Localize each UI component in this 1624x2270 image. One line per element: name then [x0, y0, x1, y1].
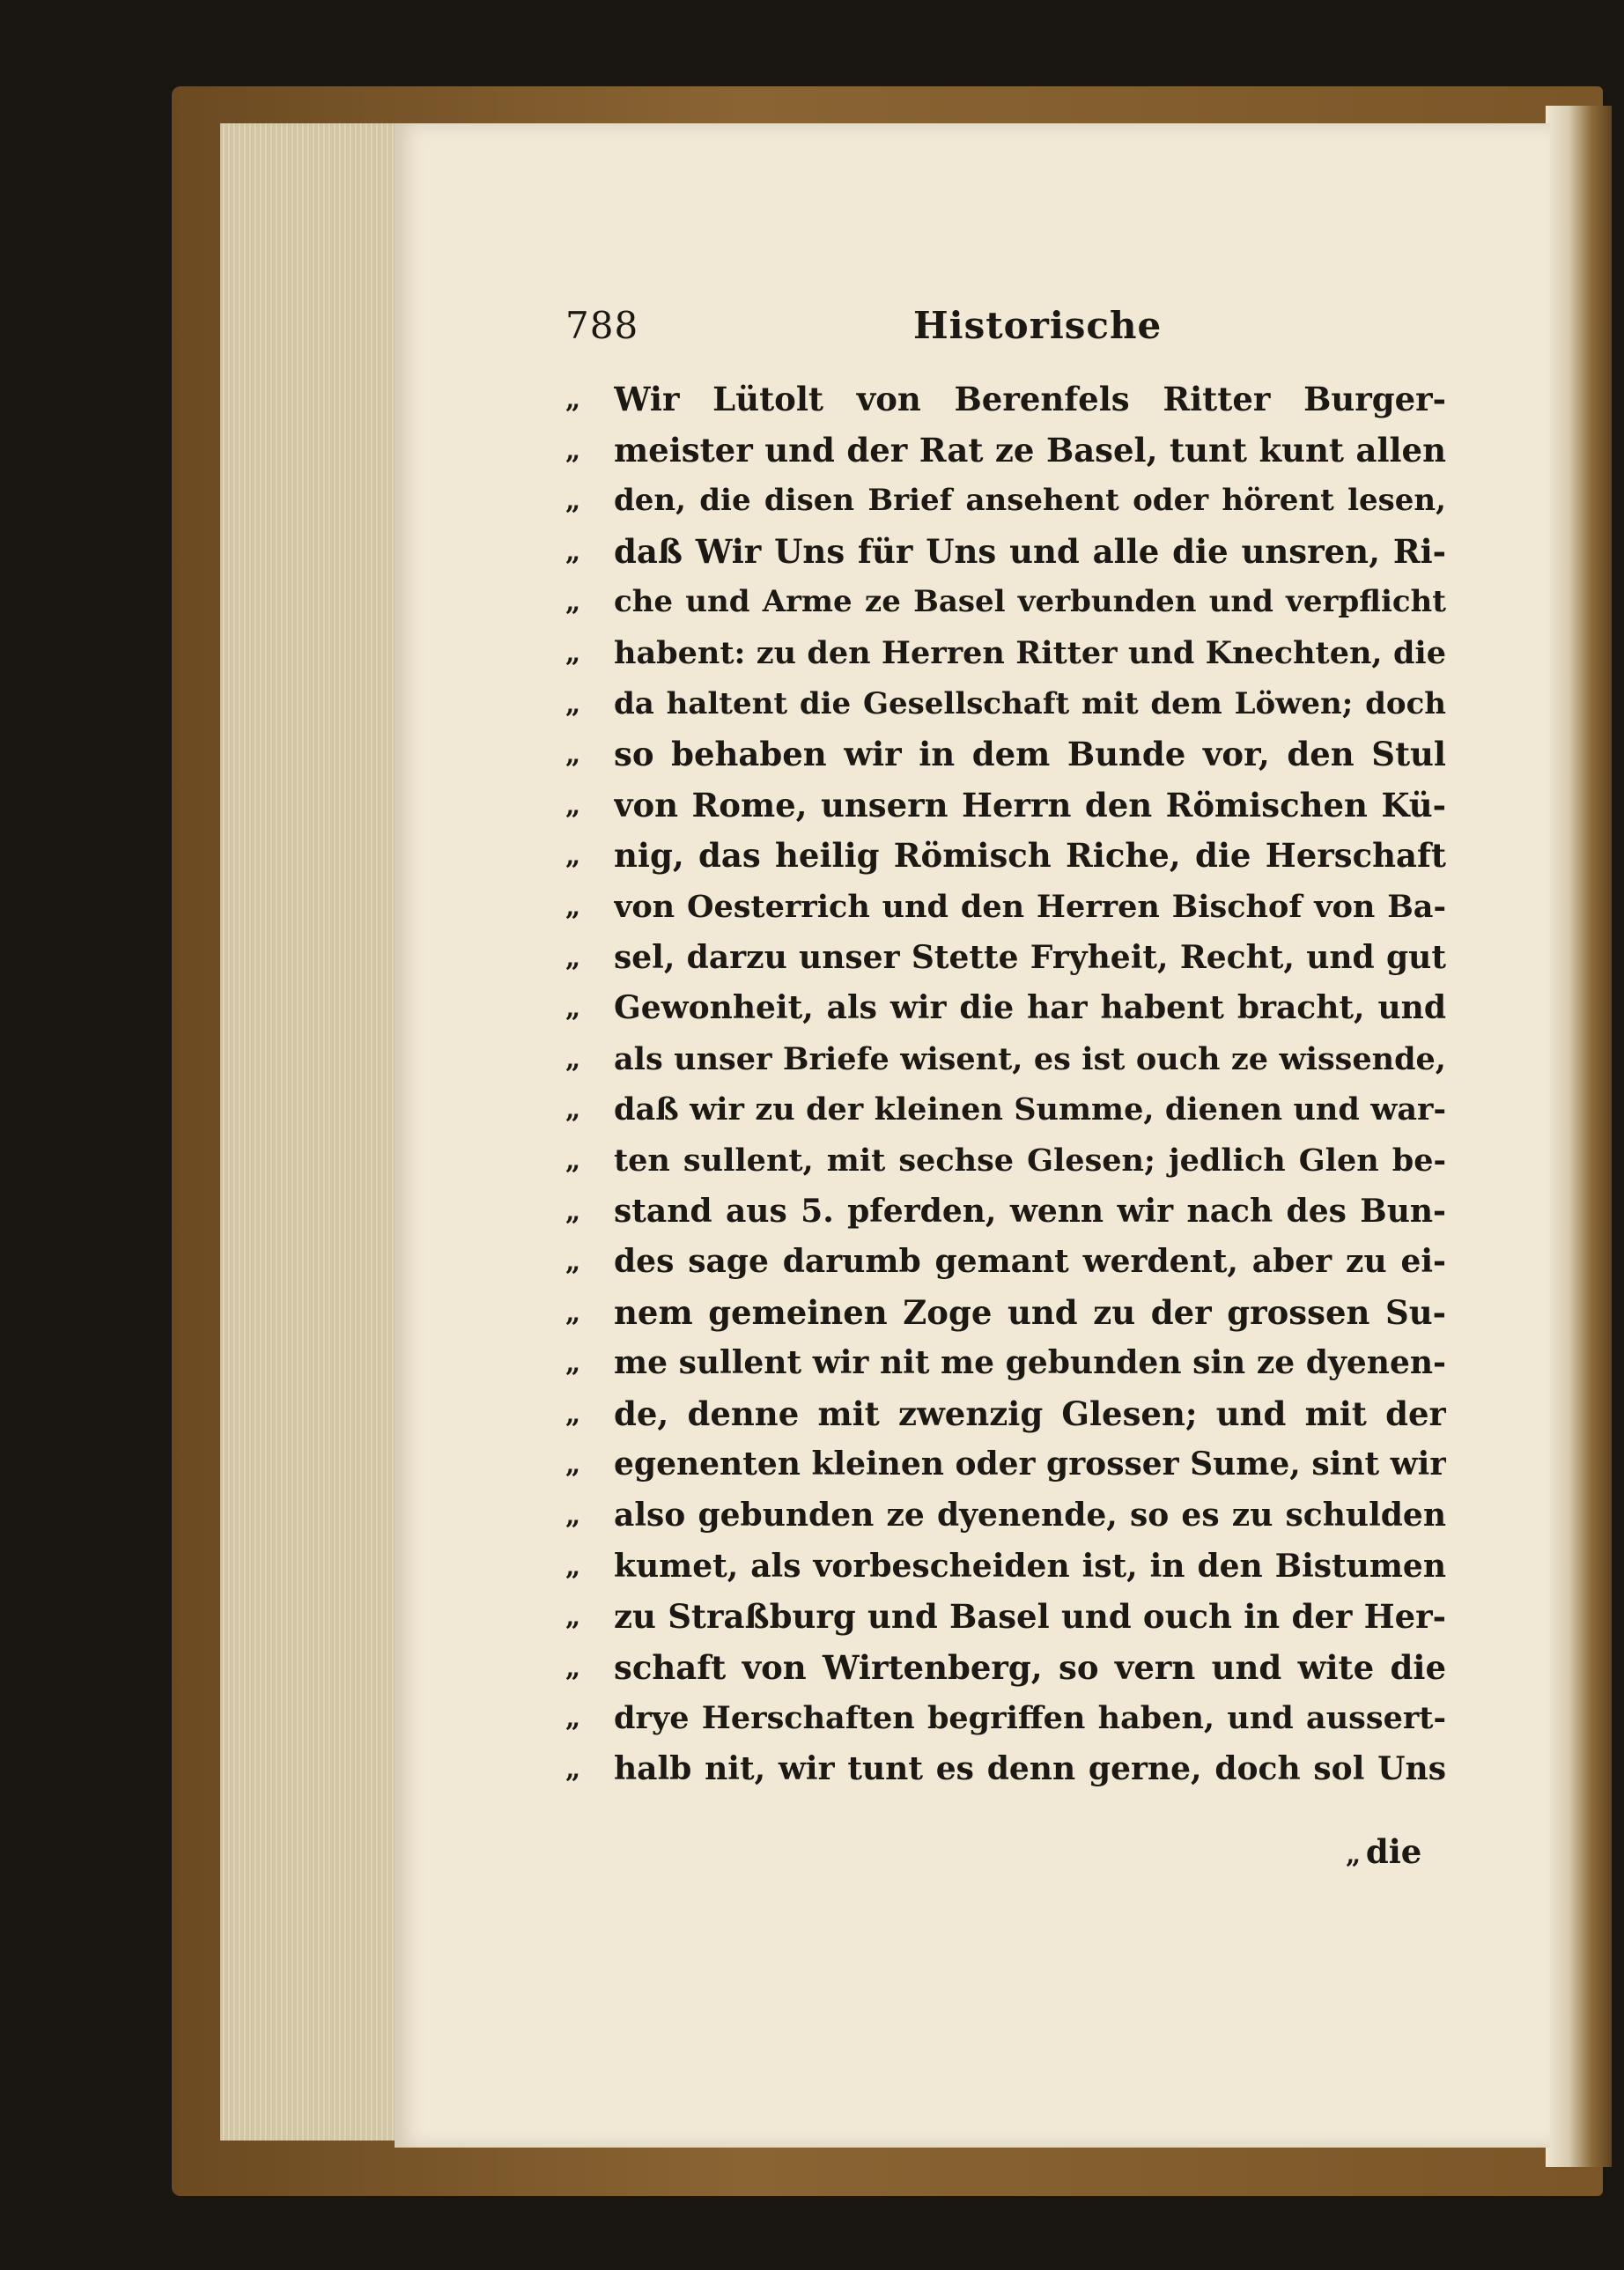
line-text: habent: zu den Herren Ritter und Knechten, die — [614, 634, 1446, 671]
line-text: egenenten kleinen oder grosser Sume, sint wir — [614, 1446, 1446, 1483]
line-text: de, denne mit zwenzig Glesen; und mit der — [614, 1394, 1446, 1433]
line-text: daß wir zu der kleinen Summe, dienen und war- — [614, 1091, 1446, 1128]
quote-marker: „ — [565, 993, 581, 1024]
quote-marker: „ — [565, 587, 581, 618]
quote-marker: „ — [565, 789, 581, 821]
line-text: also gebunden ze dyenende, so es zu schulden — [614, 1497, 1446, 1534]
text-line — [565, 628, 1446, 679]
text-line — [565, 679, 1446, 730]
text-line — [565, 831, 1446, 882]
line-text: von Oesterrich und den Herren Bischof von Ba- — [614, 888, 1446, 925]
line-text: che und Arme ze Basel verbunden und verpflicht — [614, 584, 1446, 620]
quote-marker: „ — [565, 434, 581, 466]
line-text: des sage darumb gemant werdent, aber zu ei- — [614, 1243, 1446, 1281]
quote-marker: „ — [565, 1754, 581, 1786]
line-text: schaft von Wirtenberg, so vern und wite die — [614, 1647, 1446, 1687]
line-text: me sullent wir nit me gebunden sin ze dyenen- — [614, 1344, 1446, 1382]
text-line — [565, 1439, 1446, 1490]
line-text: den, die disen Brief ansehent oder hörent lesen, — [614, 483, 1446, 519]
quote-marker: „ — [565, 384, 581, 415]
line-text: von Rome, unsern Herrn den Römischen Kü- — [614, 785, 1446, 824]
text-line — [565, 1237, 1446, 1288]
quote-marker: „ — [565, 1449, 581, 1481]
quote-marker: „ — [565, 1601, 581, 1633]
quote-marker: „ — [565, 942, 581, 973]
quote-marker: „ — [565, 1297, 581, 1328]
text-line — [565, 1592, 1446, 1643]
line-text: ten sullent, mit sechse Glesen; jedlich Glen be- — [614, 1142, 1446, 1179]
quote-marker: „ — [565, 1652, 581, 1683]
quote-marker: „ — [565, 1550, 581, 1582]
text-line — [565, 527, 1446, 578]
quote-marker: „ — [565, 637, 581, 669]
quote-marker: „ — [565, 1703, 581, 1734]
text-line — [565, 577, 1446, 628]
text-line — [565, 1084, 1446, 1135]
text-line — [565, 1693, 1446, 1744]
running-head: Historische — [913, 304, 1163, 347]
line-text: nem gemeinen Zoge und zu der grossen Su- — [614, 1292, 1446, 1332]
line-text: zu Straßburg und Basel und ouch in der Her- — [614, 1597, 1446, 1637]
text-line — [565, 1490, 1446, 1542]
text-line — [565, 425, 1446, 477]
text-block — [565, 374, 1446, 1795]
quote-marker: „ — [565, 1195, 581, 1227]
line-text: als unser Briefe wisent, es ist ouch ze wissende, — [614, 1040, 1446, 1077]
text-line — [565, 1034, 1446, 1085]
quote-marker: „ — [565, 536, 581, 567]
page-number: 788 — [565, 304, 639, 347]
text-line — [565, 1744, 1446, 1795]
text-line — [565, 1542, 1446, 1593]
text-line — [565, 1338, 1446, 1389]
text-line — [565, 1643, 1446, 1694]
quote-marker: „ — [565, 1348, 581, 1379]
text-line — [565, 1135, 1446, 1187]
quote-marker: „ — [565, 891, 581, 922]
quote-marker: „ — [565, 1500, 581, 1532]
text-line — [565, 729, 1446, 780]
page-header — [565, 304, 1446, 357]
text-line — [565, 1187, 1446, 1238]
catchword — [1346, 1832, 1421, 1871]
line-text: meister und der Rat ze Basel, tunt kunt allen — [614, 430, 1446, 470]
text-line — [565, 933, 1446, 984]
quote-marker: „ — [565, 1094, 581, 1126]
quote-marker: „ — [565, 1246, 581, 1278]
quote-marker: „ — [565, 1144, 581, 1176]
text-line — [565, 882, 1446, 933]
line-text: daß Wir Uns für Uns und alle die unsren, Ri- — [614, 531, 1446, 571]
line-text: sel, darzu unser Stette Fryheit, Recht, und gut — [614, 938, 1446, 976]
text-line — [565, 780, 1446, 832]
line-text: da haltent die Gesellschaft mit dem Löwen; doch — [614, 685, 1446, 721]
line-text: halb nit, wir tunt es denn gerne, doch sol Uns — [614, 1750, 1446, 1788]
quote-marker: „ — [565, 840, 581, 872]
line-text: kumet, als vorbescheiden ist, in den Bistumen — [614, 1547, 1446, 1585]
line-text: Wir Lütolt von Berenfels Ritter Burger- — [614, 380, 1446, 418]
text-line — [565, 1389, 1446, 1440]
line-text: so behaben wir in dem Bunde vor, den Stul — [614, 735, 1446, 774]
text-line — [565, 374, 1446, 425]
quote-marker: „ — [565, 739, 581, 771]
text-line — [565, 983, 1446, 1034]
line-text: Gewonheit, als wir die har habent bracht, und — [614, 989, 1446, 1027]
text-line — [565, 476, 1446, 527]
text-line — [565, 1288, 1446, 1339]
catchword-quote-marker: „ — [1346, 1839, 1362, 1870]
quote-marker: „ — [565, 1043, 581, 1075]
line-text: drye Herschaften begriffen haben, und aussert- — [614, 1700, 1446, 1737]
quote-marker: „ — [565, 1398, 581, 1430]
facing-page-edge — [1546, 106, 1612, 2167]
page-edges — [220, 123, 405, 2141]
line-text: stand aus 5. pferden, wenn wir nach des Bun- — [614, 1192, 1446, 1230]
quote-marker: „ — [565, 485, 581, 517]
quote-marker: „ — [565, 688, 581, 720]
catchword-text: die — [1365, 1832, 1422, 1871]
line-text: nig, das heilig Römisch Riche, die Herschaft — [614, 836, 1446, 876]
